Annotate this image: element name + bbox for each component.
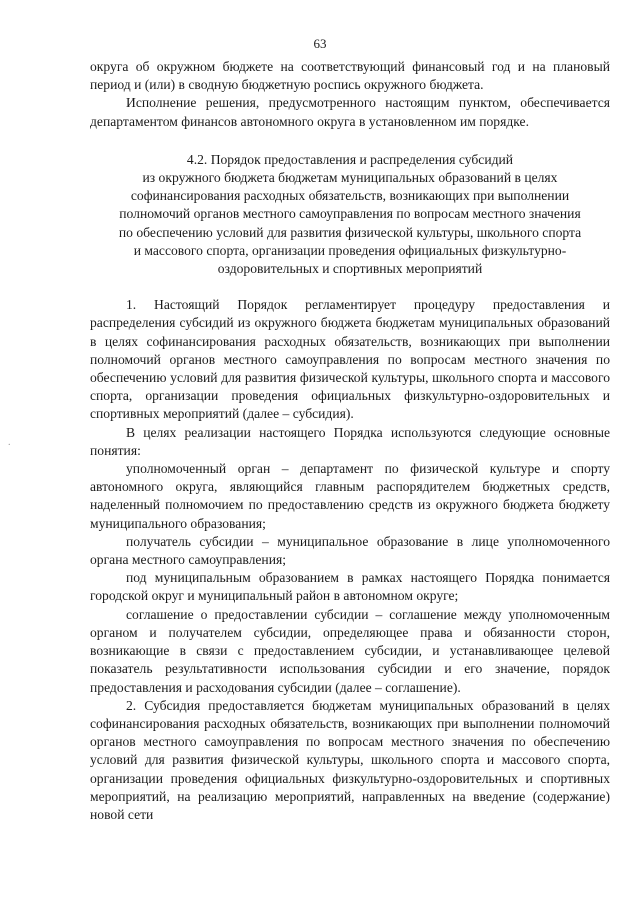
section-title-line: из окружного бюджета бюджетам муниципальных образований в целях [142,170,558,186]
definition-paragraph: уполномоченный орган – департамент по физической культуре и спорту автономного округа, являющийся главным распорядителем бюджетных средств, наделенный полномочием по предоставлению средств из окружного бюджета бюджету муниципального образования; [90,461,610,531]
spacer [90,131,610,151]
paragraph: 1. Настоящий Порядок регламентирует процедуру предоставления и распределения субсидий из окружного бюджета бюджетам муниципальных образований в целях софинансирования расходных обязательств, возникающих при выполнении полномочий органов местного самоуправления по вопросам местного значения по обеспечению условий для развития физической культуры, школьного спорта и массового спорта, организации проведения официальных физкультурно-оздоровительных и спортивных мероприятий (далее – субсидия). [90,297,610,422]
section-title-line: оздоровительных и спортивных мероприятий [217,261,483,277]
section-title-line: 4.2. Порядок предоставления и распределения субсидий [186,151,514,167]
definition-paragraph: соглашение о предоставлении субсидии – соглашение между уполномоченным органом и получателем субсидии, определяющее права и обязанности сторон, возникающие в связи с предоставлением субсидии, и устанавливающее целевой показатель результативности использования субсидии и его значение, порядок предоставления и расходования субсидии (далее – соглашение). [90,606,610,695]
section-title-line: по обеспечению условий для развития физической культуры, школьного спорта [118,224,582,240]
spacer [90,278,610,296]
definition-paragraph: под муниципальным образованием в рамках настоящего Порядка понимается городской округ и муниципальный район в автономном округе; [90,570,610,604]
section-title-line: и массового спорта, организации проведения официальных физкультурно- [133,242,567,258]
paragraph: 2. Субсидия предоставляется бюджетам муниципальных образований в целях софинансирования расходных обязательств, возникающих при выполнении полномочий органов местного самоуправления по вопросам местного значения по обеспечению условий для развития физической культуры, школьного спорта и массового спорта, организации проведения официальных физкультурно-оздоровительных и спортивных мероприятий, на реализацию мероприятий, направленных на введение (содержание) новой сети [90,697,610,822]
margin-mark: . [8,437,11,448]
definition-paragraph: получатель субсидии – муниципальное образование в лице уполномоченного органа местного самоуправления; [90,533,610,568]
page-number: 63 [313,36,327,51]
paragraph: Исполнение решения, предусмотренного настоящим пунктом, обеспечивается департаментом финансов автономного округа в установленном им порядке. [90,95,610,129]
paragraph: В целях реализации настоящего Порядка используются следующие основные понятия: [90,424,610,458]
section-title-line: полномочий органов местного самоуправления по вопросам местного значения [119,206,581,222]
paragraph: округа об окружном бюджете на соответствующий финансовый год и на плановый период и (или) в сводную бюджетную роспись окружного бюджета. [90,59,610,93]
section-title [90,151,610,278]
document-body [90,58,610,824]
section-title-line: софинансирования расходных обязательств, возникающих при выполнении [130,188,570,204]
